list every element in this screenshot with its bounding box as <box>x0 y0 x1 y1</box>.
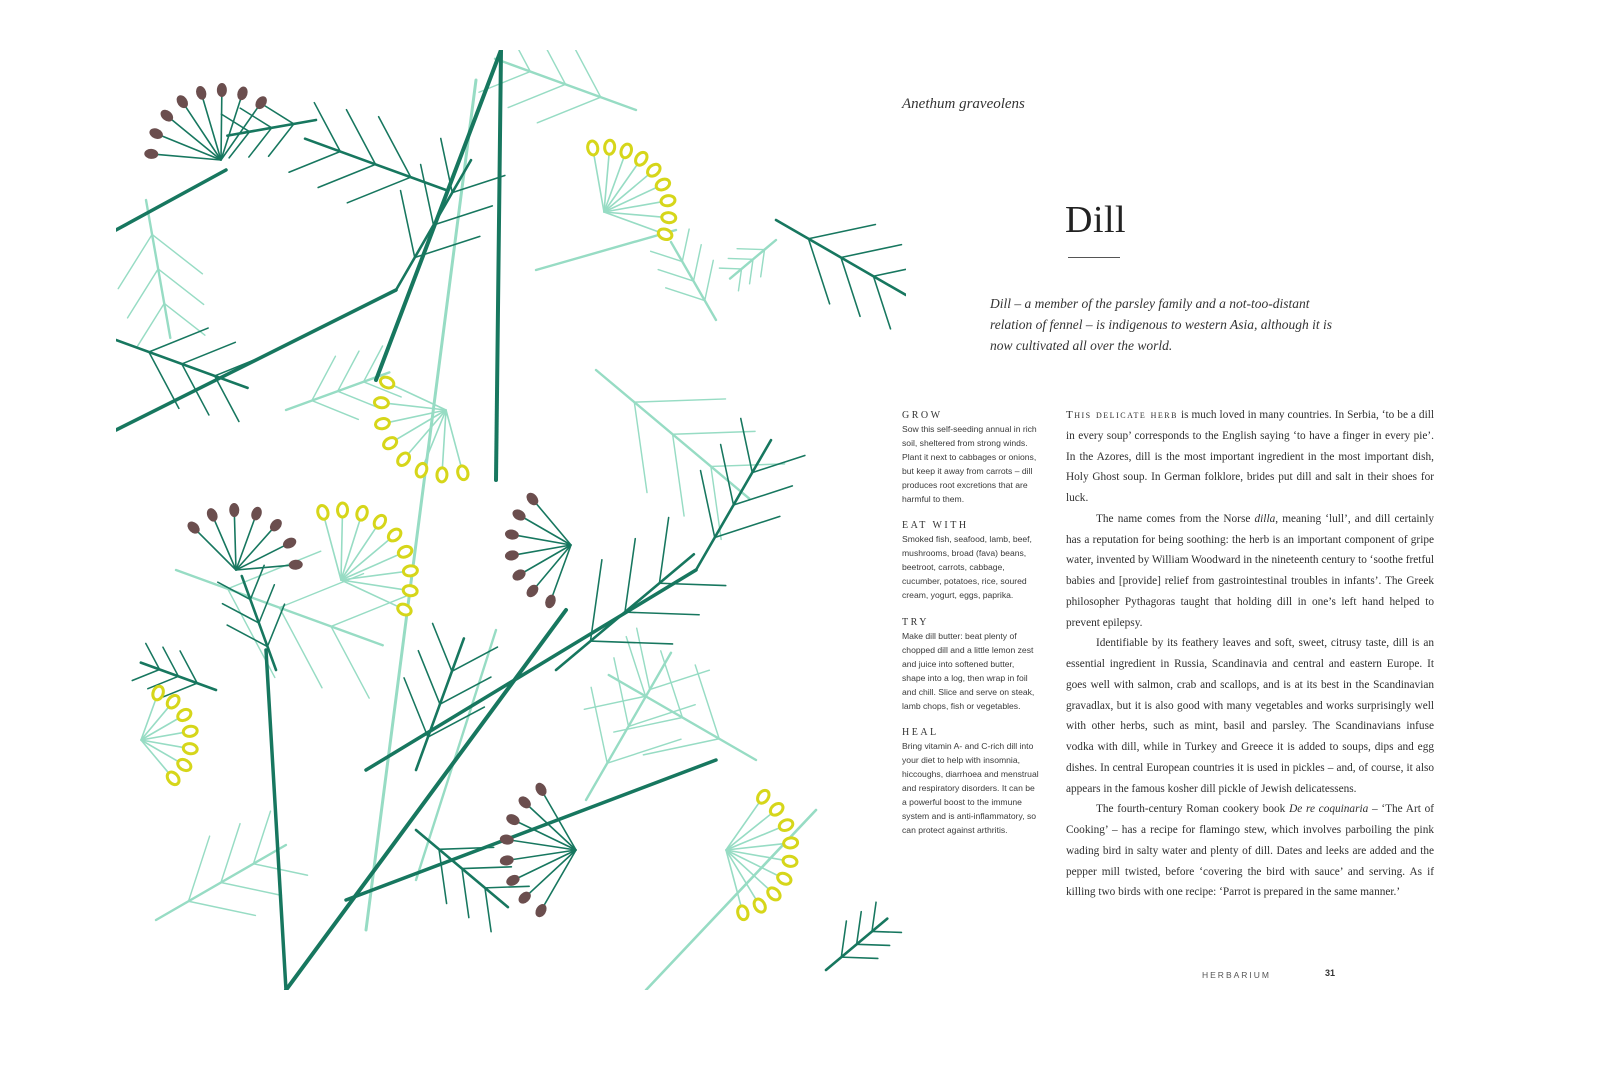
sidebar <box>902 410 1040 852</box>
sidebar-text: Smoked fish, seafood, lamb, beef, mushrooms, broad (fava) beans, beetroot, carrots, cabbage, cucumber, potatoes, rice, soured cream, yogurt, eggs, paprika. <box>902 534 1032 601</box>
paragraph-text: is much loved in many countries. In Serbia, ‘to be a dill in every soup’ corresponds to the English saying ‘to have a finger in every pie’. In the Azores, dill is the most important ingredient in the most important dish, Holy Ghost soup. In German folklore, brides put dill and salt in their shoes for luck. <box>1066 409 1434 504</box>
sidebar-text: Bring vitamin A- and C-rich dill into your diet to help with insomnia, hiccoughs, diarrhoea and menstrual and respiratory disorders. It can be a powerful boost to the immune system and is anti-inflammatory, so can protect against arthritis. <box>902 741 1039 835</box>
paragraph-text: – ‘The Art of Cooking’ – has a recipe for flamingo stew, which involves parboiling the pink wading bird in salty water and plenty of dill. Dates and leeks are added and the pepper mill twisted, before ‘covering the bird with sauce’ and serving. As if killing two birds with one recipe: ‘Parrot is prepared in the same manner.’ <box>1066 803 1434 899</box>
sidebar-heading: GROW <box>902 410 943 421</box>
sidebar-section-try <box>902 617 1040 713</box>
body-paragraph <box>1066 799 1434 903</box>
paragraph-text: , meaning ‘lull’, and dill certainly has a reputation for being soothing: the herb is an important component of gripe water, invented by William Woodward in the nineteenth century to ‘soothe fretful babies and [provide] relief from gastrointestinal troubles in infants’. The Greek philosopher Pythagoras taught that holding dill in one’s left hand helped to prevent epilepsy. <box>1066 512 1434 629</box>
sidebar-heading: HEAL <box>902 727 939 739</box>
sidebar-section-grow <box>902 410 1040 506</box>
running-footer: HERBARIUM <box>1202 970 1272 980</box>
dill-botanical-illustration <box>116 50 906 990</box>
sidebar-text: Make dill butter: beat plenty of chopped dill and a little lemon zest and juice into softened butter, shape into a log, then wrap in foil and chill. Slice and serve on steak, lamb chops, fish or vegetables. <box>902 630 1035 711</box>
sidebar-text: Sow this self-seeding annual in rich soil, sheltered from strong winds. Plant it next to cabbages or onions, but keep it away from carrots – dill produces root excretions that are harmful to them. <box>902 424 1037 504</box>
paragraph-text: The fourth-century Roman cookery book <box>1096 803 1290 816</box>
page-number: 31 <box>1325 968 1336 978</box>
sidebar-heading: EAT WITH <box>902 520 969 532</box>
title-divider <box>1068 257 1120 258</box>
body-paragraph <box>1066 509 1434 634</box>
sidebar-section-heal <box>902 727 1040 837</box>
lead-in: This delicate herb <box>1066 409 1178 421</box>
body-paragraph <box>1066 405 1434 509</box>
emphasis: De re coquinaria <box>1289 803 1369 816</box>
body-text <box>1066 405 1434 903</box>
sidebar-heading: TRY <box>902 616 929 628</box>
page-title: Dill <box>1065 199 1127 241</box>
sidebar-section-eat-with <box>902 520 1040 603</box>
body-paragraph: Identifiable by its feathery leaves and soft, sweet, citrusy taste, dill is an essential ingredient in Russia, Scandinavia and central and eastern Europe. It goes well with salmon, crab and scallops, and is at its best in the Scandinavian gravadlax, but it is also good with many vegetables and works surprisingly well with other herbs, such as mint, basil and parsley. The Scandinavians infuse vodka with dill, while in Turkey and Greece it is added to soups, dips and egg dishes. In central European countries it is used in pickles – and, of course, it also appears in the famous kosher dill pickle of Jewish delicatessens. <box>1066 637 1434 795</box>
emphasis: dilla <box>1254 512 1276 525</box>
intro-text: Dill – a member of the parsley family and a not-too-distant relation of fennel – is indigenous to western Asia, although it is now cultivated all over the world. <box>990 296 1332 353</box>
paragraph-text: The name comes from the Norse <box>1096 512 1255 525</box>
latin-name: Anethum graveolens <box>902 96 1025 112</box>
